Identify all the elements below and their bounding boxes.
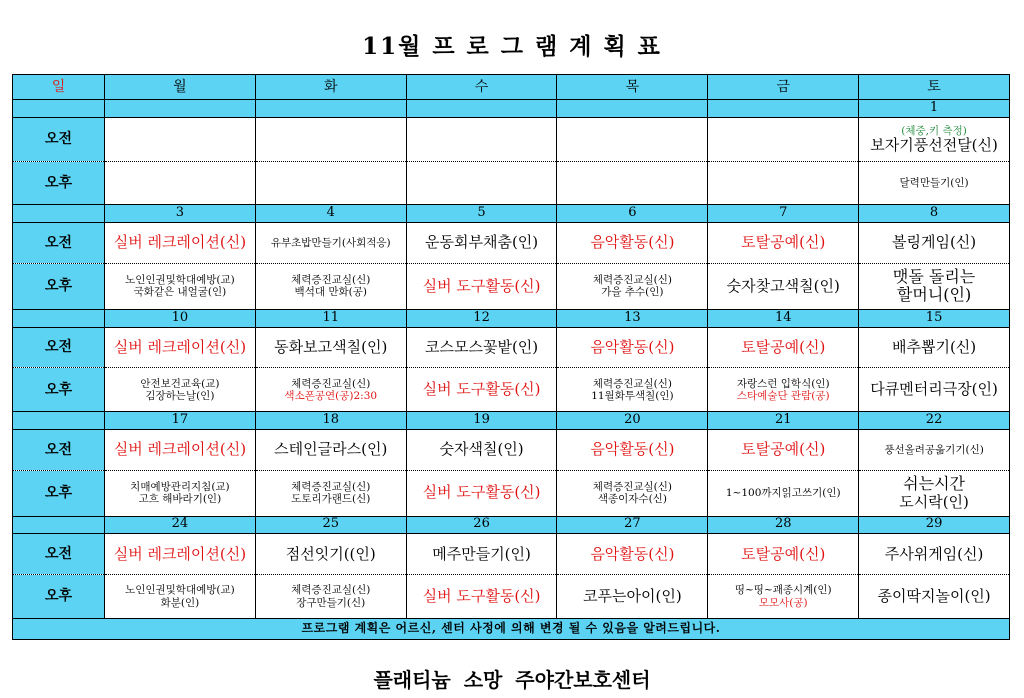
am-row bbox=[13, 429, 1010, 470]
weekday-header-4: 목 bbox=[557, 75, 708, 100]
program-entry: 도토리가랜드(신) bbox=[291, 493, 371, 506]
date-row-blank bbox=[13, 309, 105, 327]
am-slot-label: 오전 bbox=[13, 117, 105, 161]
program-entry: 음악활동(신) bbox=[590, 233, 675, 252]
date-row-blank bbox=[13, 516, 105, 534]
program-cell bbox=[557, 223, 708, 264]
program-entry: 다큐멘터리극장(인) bbox=[870, 380, 998, 399]
program-entry: 점선잇기((인) bbox=[285, 544, 376, 563]
center-name-footer: 플래티늄 소망 주야간보호센터 bbox=[373, 668, 651, 692]
weekday-header-2: 화 bbox=[255, 75, 406, 100]
program-entry: 할머니(인) bbox=[896, 285, 972, 305]
pm-slot-label: 오후 bbox=[13, 161, 105, 205]
program-entry: 체력증진교실(신) bbox=[592, 377, 672, 390]
calendar-body bbox=[13, 100, 1010, 619]
program-cell bbox=[255, 327, 406, 368]
program-entry: 실버 레크레이션(신) bbox=[113, 544, 247, 563]
program-cell bbox=[406, 327, 557, 368]
program-cell bbox=[105, 161, 256, 205]
program-cell bbox=[255, 223, 406, 264]
weekday-header-1: 월 bbox=[105, 75, 256, 100]
program-cell bbox=[557, 327, 708, 368]
date-cell bbox=[406, 100, 557, 118]
weekday-header-5: 금 bbox=[708, 75, 859, 100]
program-cell bbox=[255, 161, 406, 205]
date-cell: 17 bbox=[105, 412, 256, 430]
program-entry: 노인인권및학대예방(교) bbox=[125, 274, 235, 287]
program-entry: 스타예술단 관람(공) bbox=[736, 389, 830, 402]
pm-row bbox=[13, 263, 1010, 309]
program-entry: 화분(인) bbox=[160, 596, 200, 609]
program-entry: 체력증진교실(신) bbox=[592, 274, 672, 287]
date-cell: 10 bbox=[105, 309, 256, 327]
pm-slot-label: 오후 bbox=[13, 470, 105, 516]
date-cell: 5 bbox=[406, 205, 557, 223]
program-cell bbox=[105, 117, 256, 161]
weekday-header-row bbox=[13, 75, 1010, 100]
program-cell bbox=[255, 534, 406, 575]
program-entry: 볼링게임(신) bbox=[891, 233, 977, 252]
program-entry: 띵~띵~괘종시계(인) bbox=[734, 584, 832, 597]
program-entry: 색소폰공연(공)2:30 bbox=[284, 389, 378, 402]
date-cell bbox=[105, 100, 256, 118]
program-entry: 배추뽑기(신) bbox=[891, 337, 977, 356]
program-entry: 코푸는아이(인) bbox=[583, 586, 682, 605]
program-entry: 토탈공예(신) bbox=[741, 544, 826, 563]
date-cell: 6 bbox=[557, 205, 708, 223]
date-cell: 18 bbox=[255, 412, 406, 430]
date-row-blank bbox=[13, 205, 105, 223]
program-cell bbox=[557, 575, 708, 619]
weekday-header-0: 일 bbox=[13, 75, 105, 100]
program-cell bbox=[255, 368, 406, 412]
program-entry: (체중,키 측정) bbox=[901, 124, 967, 137]
program-cell bbox=[105, 429, 256, 470]
program-entry: 풍선올려공옮기기(신) bbox=[884, 443, 984, 456]
program-entry: 토탈공예(신) bbox=[741, 233, 826, 252]
program-cell bbox=[859, 429, 1010, 470]
program-entry: 달력만들기(인) bbox=[899, 176, 969, 189]
date-row bbox=[13, 205, 1010, 223]
program-entry: 종이딱지놀이(인) bbox=[877, 586, 991, 605]
program-cell bbox=[406, 534, 557, 575]
program-entry: 실버 레크레이션(신) bbox=[113, 440, 247, 459]
am-row bbox=[13, 327, 1010, 368]
program-cell bbox=[859, 161, 1010, 205]
date-cell: 21 bbox=[708, 412, 859, 430]
program-entry: 가을 추수(인) bbox=[601, 286, 664, 299]
program-cell bbox=[859, 263, 1010, 309]
program-entry: 주사위게임(신) bbox=[884, 544, 984, 563]
program-entry: 치매예방관리지침(교) bbox=[130, 481, 230, 494]
am-row bbox=[13, 223, 1010, 264]
program-cell bbox=[255, 117, 406, 161]
program-cell bbox=[859, 534, 1010, 575]
program-cell bbox=[708, 263, 859, 309]
program-cell bbox=[708, 368, 859, 412]
page-title: 11월 프 로 그 램 계 획 표 bbox=[362, 33, 662, 60]
pm-slot-label: 오후 bbox=[13, 368, 105, 412]
program-cell bbox=[557, 161, 708, 205]
date-cell: 24 bbox=[105, 516, 256, 534]
program-entry: 김장하는날(인) bbox=[145, 389, 215, 402]
program-entry: 체력증진교실(신) bbox=[291, 584, 371, 597]
program-entry: 노인인권및학대예방(교) bbox=[125, 584, 235, 597]
date-row bbox=[13, 412, 1010, 430]
program-cell bbox=[859, 223, 1010, 264]
program-entry: 숫자색칠(인) bbox=[439, 440, 524, 459]
program-cell bbox=[105, 263, 256, 309]
program-cell bbox=[105, 470, 256, 516]
program-entry: 체력증진교실(신) bbox=[291, 481, 371, 494]
program-entry: 코스모스꽃밭(인) bbox=[425, 337, 539, 356]
date-cell: 26 bbox=[406, 516, 557, 534]
date-cell: 19 bbox=[406, 412, 557, 430]
date-cell: 3 bbox=[105, 205, 256, 223]
am-slot-label: 오전 bbox=[13, 223, 105, 264]
weekday-header-3: 수 bbox=[406, 75, 557, 100]
program-entry: 실버 도구활동(신) bbox=[422, 483, 541, 502]
program-entry: 실버 도구활동(신) bbox=[422, 276, 541, 295]
pm-row bbox=[13, 575, 1010, 619]
program-cell bbox=[708, 575, 859, 619]
am-slot-label: 오전 bbox=[13, 534, 105, 575]
date-row-blank bbox=[13, 100, 105, 118]
date-cell: 4 bbox=[255, 205, 406, 223]
pm-row bbox=[13, 470, 1010, 516]
am-slot-label: 오전 bbox=[13, 429, 105, 470]
date-cell: 20 bbox=[557, 412, 708, 430]
program-entry: 1~100까지읽고쓰기(인) bbox=[725, 487, 841, 500]
program-entry: 맷돌 돌리는 bbox=[892, 266, 976, 286]
am-slot-label: 오전 bbox=[13, 327, 105, 368]
program-cell bbox=[557, 263, 708, 309]
pm-row bbox=[13, 161, 1010, 205]
program-entry: 11월화투색칠(인) bbox=[591, 389, 674, 402]
program-entry: 음악활동(신) bbox=[590, 544, 675, 563]
program-schedule-table bbox=[12, 74, 1010, 640]
program-cell bbox=[708, 327, 859, 368]
program-cell bbox=[859, 327, 1010, 368]
program-entry: 고흐 해바라기(인) bbox=[138, 493, 222, 506]
program-entry: 국화같은 내얼굴(인) bbox=[133, 286, 227, 299]
date-row bbox=[13, 516, 1010, 534]
date-cell bbox=[708, 100, 859, 118]
date-row bbox=[13, 309, 1010, 327]
program-cell bbox=[406, 223, 557, 264]
date-cell: 11 bbox=[255, 309, 406, 327]
program-cell bbox=[105, 368, 256, 412]
program-cell bbox=[406, 161, 557, 205]
program-cell bbox=[708, 429, 859, 470]
program-cell bbox=[557, 470, 708, 516]
date-cell bbox=[557, 100, 708, 118]
program-cell bbox=[708, 534, 859, 575]
program-entry: 장구만들기(신) bbox=[296, 596, 366, 609]
program-cell bbox=[105, 575, 256, 619]
pm-slot-label: 오후 bbox=[13, 575, 105, 619]
program-entry: 색종이자수(신) bbox=[597, 493, 667, 506]
program-entry: 토탈공예(신) bbox=[741, 337, 826, 356]
schedule-change-notice: 프로그램 계획은 어르신, 센터 사정에 의해 변경 될 수 있음을 알려드립니다. bbox=[13, 619, 1010, 640]
program-cell bbox=[708, 161, 859, 205]
date-cell: 1 bbox=[859, 100, 1010, 118]
date-cell: 28 bbox=[708, 516, 859, 534]
am-row bbox=[13, 534, 1010, 575]
date-cell: 8 bbox=[859, 205, 1010, 223]
program-entry: 보자기풍선전달(신) bbox=[870, 135, 998, 154]
program-cell bbox=[406, 368, 557, 412]
program-entry: 유부초밥만들기(사회적응) bbox=[270, 237, 391, 250]
program-cell bbox=[708, 117, 859, 161]
program-entry: 쉬는시간 bbox=[903, 474, 965, 494]
program-cell bbox=[255, 470, 406, 516]
program-cell bbox=[859, 117, 1010, 161]
program-cell bbox=[406, 117, 557, 161]
date-cell: 25 bbox=[255, 516, 406, 534]
program-cell bbox=[105, 534, 256, 575]
program-cell bbox=[105, 223, 256, 264]
program-cell bbox=[557, 429, 708, 470]
program-entry: 실버 도구활동(신) bbox=[422, 586, 541, 605]
program-entry: 체력증진교실(신) bbox=[291, 377, 371, 390]
pm-row bbox=[13, 368, 1010, 412]
date-cell: 12 bbox=[406, 309, 557, 327]
program-cell bbox=[406, 429, 557, 470]
program-entry: 동화보고색칠(인) bbox=[274, 337, 388, 356]
program-entry: 체력증진교실(신) bbox=[291, 274, 371, 287]
date-row-blank bbox=[13, 412, 105, 430]
program-entry: 도시락(인) bbox=[899, 492, 969, 511]
program-cell bbox=[557, 117, 708, 161]
program-cell bbox=[406, 470, 557, 516]
program-cell bbox=[255, 429, 406, 470]
program-entry: 숫자찾고색칠(인) bbox=[726, 276, 840, 295]
weekday-header-6: 토 bbox=[859, 75, 1010, 100]
program-cell bbox=[557, 368, 708, 412]
program-cell bbox=[255, 263, 406, 309]
program-entry: 안전보건교육(교) bbox=[140, 377, 220, 390]
program-entry: 실버 레크레이션(신) bbox=[113, 337, 247, 356]
program-entry: 음악활동(신) bbox=[590, 337, 675, 356]
program-cell bbox=[708, 470, 859, 516]
program-cell bbox=[859, 470, 1010, 516]
pm-slot-label: 오후 bbox=[13, 263, 105, 309]
program-entry: 토탈공예(신) bbox=[741, 440, 826, 459]
program-cell bbox=[105, 327, 256, 368]
program-entry: 모모사(공) bbox=[758, 596, 808, 609]
date-row bbox=[13, 100, 1010, 118]
date-cell: 7 bbox=[708, 205, 859, 223]
program-entry: 실버 도구활동(신) bbox=[422, 380, 541, 399]
program-cell bbox=[859, 575, 1010, 619]
date-cell: 27 bbox=[557, 516, 708, 534]
program-entry: 스테인글라스(인) bbox=[274, 440, 388, 459]
date-cell: 13 bbox=[557, 309, 708, 327]
program-cell bbox=[557, 534, 708, 575]
am-row bbox=[13, 117, 1010, 161]
date-cell: 15 bbox=[859, 309, 1010, 327]
program-entry: 메주만들기(인) bbox=[432, 544, 531, 563]
program-entry: 백석대 만화(공) bbox=[294, 286, 367, 299]
date-cell: 22 bbox=[859, 412, 1010, 430]
program-cell bbox=[708, 223, 859, 264]
program-cell bbox=[859, 368, 1010, 412]
program-entry: 체력증진교실(신) bbox=[592, 481, 672, 494]
program-cell bbox=[406, 263, 557, 309]
date-cell: 14 bbox=[708, 309, 859, 327]
program-entry: 자랑스런 입학식(인) bbox=[736, 377, 830, 390]
program-entry: 실버 레크레이션(신) bbox=[113, 233, 247, 252]
program-cell bbox=[255, 575, 406, 619]
program-cell bbox=[406, 575, 557, 619]
date-cell bbox=[255, 100, 406, 118]
program-entry: 운동회부채춤(인) bbox=[425, 233, 539, 252]
date-cell: 29 bbox=[859, 516, 1010, 534]
program-entry: 음악활동(신) bbox=[590, 440, 675, 459]
